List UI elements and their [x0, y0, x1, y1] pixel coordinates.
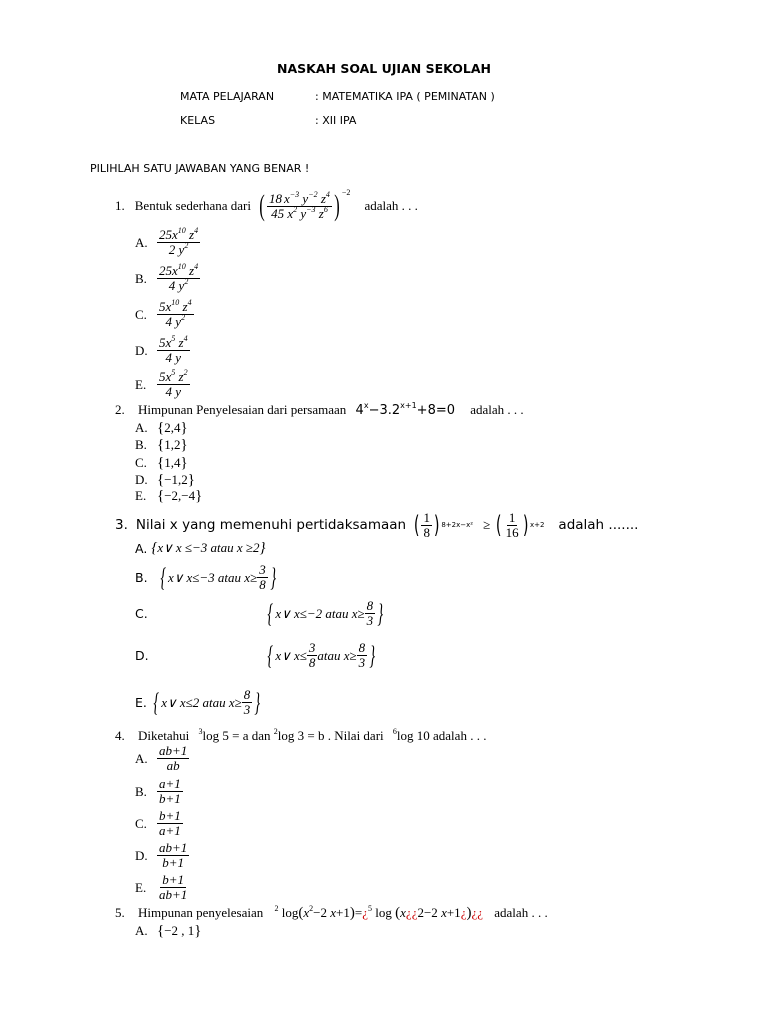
math-expression: $4^x-3.2^{x+1}+8=0$ — [355, 401, 455, 418]
option-1c[interactable]: C. $\frac{5x^{10} z^4}{4 y^2}$ — [135, 298, 192, 329]
option-4d[interactable]: D. $\frac{ab+1}{b+1}$ — [135, 840, 188, 870]
class-value: : XII IPA — [315, 114, 357, 127]
question-number: 2. — [115, 402, 125, 417]
question-text: Himpunan Penyelesaian dari persamaan — [138, 402, 347, 417]
option-4b[interactable]: B. $\frac{a+1}{b+1}$ — [135, 776, 181, 806]
instruction: PILIHLAH SATU JAWABAN YANG BENAR ! — [90, 162, 310, 175]
question-text-after: adalah . . . — [494, 905, 548, 920]
question-5 — [115, 905, 548, 922]
question-number: 5. — [115, 905, 125, 920]
subject-value: : MATEMATIKA IPA ( PEMINATAN ) — [315, 90, 495, 103]
option-3e[interactable]: E. { x∨ x≤2 atau x≥ $\frac{8}{3}$ } — [135, 687, 261, 717]
math-expression: $^2$ $\log(x^2-2$ x+1)=¿$^5$ log (x¿¿2−2 x+1¿)¿¿ — [274, 904, 484, 921]
option-1b[interactable]: B. $\frac{25x^{10} z^4}{4 y^2}$ — [135, 262, 199, 293]
question-4: 4. Diketahui $^3$log 5 = a dan $^2$log 3 = b . Nilai dari $^6$log 10 adalah . . . — [115, 727, 487, 743]
option-3b[interactable]: B. { x∨ x≤−3 atau x≥ $\frac{3}{8}$ } — [135, 562, 276, 592]
class-label: KELAS — [180, 114, 216, 127]
question-number: 3. — [115, 517, 128, 533]
question-text: Nilai x yang memenuhi pertidaksamaan — [135, 517, 407, 533]
option-2e[interactable]: E. {−2,−4} — [135, 488, 203, 504]
option-2a[interactable]: A. {2,4} — [135, 420, 188, 436]
option-5a[interactable]: A. {−2 , 1} — [135, 923, 202, 939]
option-1a[interactable]: A. $\frac{25x^{10} z^4}{2 y^2}$ — [135, 226, 199, 257]
question-3 — [115, 506, 638, 544]
option-4e[interactable]: E. $\frac{b+1}{ab+1}$ — [135, 872, 188, 902]
option-1e[interactable]: E. $\frac{5x^5 z^2}{4 y}$ — [135, 368, 188, 399]
option-3c[interactable]: C. { x∨ x≤−2 atau x≥ $\frac{8}{3}$ } — [135, 598, 384, 628]
option-4a[interactable]: A. $\frac{ab+1}{ab}$ — [135, 743, 188, 773]
question-2 — [115, 402, 524, 418]
question-text: Diketahui — [138, 728, 190, 743]
option-2b[interactable]: B. {1,2} — [135, 437, 188, 453]
subject-label: MATA PELAJARAN — [180, 90, 275, 103]
question-text: Bentuk sederhana dari — [134, 198, 251, 213]
question-text-after: adalah . . . — [364, 198, 418, 213]
option-2c[interactable]: C. {1,4} — [135, 455, 188, 471]
question-text-after: adalah . . . — [470, 402, 524, 417]
question-number: 4. — [115, 728, 125, 743]
math-expression: ( $\frac{18 x^{-3} y^{-2} z^4}{45 x^2 y^{-3} z^6}$ ) $^{-2}$ — [259, 187, 351, 222]
question-number: 1. — [115, 198, 125, 213]
option-2d[interactable]: D. {−1,2} — [135, 472, 195, 488]
option-3d[interactable]: D. { x∨ x≤ $\frac{3}{8}$ atau x≥ $\frac{8}{3}$ } — [135, 640, 376, 670]
question-1 — [115, 183, 418, 229]
option-4c[interactable]: C. $\frac{b+1}{a+1}$ — [135, 808, 181, 838]
math-expression: ( $\frac{1}{8}$ ) 8+2x−x² ≥ ( $\frac{1}{16}$ ) x+2 — [413, 509, 545, 540]
question-text: Himpunan penyelesaian — [138, 905, 264, 920]
page-title: NASKAH SOAL UJIAN SEKOLAH — [277, 61, 491, 76]
option-3a[interactable]: A. {x∨ x ≤−3 atau x ≥2} — [135, 540, 266, 556]
option-1d[interactable]: D. $\frac{5x^5 z^4}{4 y}$ — [135, 334, 188, 365]
question-text-after: adalah ....... — [558, 517, 639, 533]
